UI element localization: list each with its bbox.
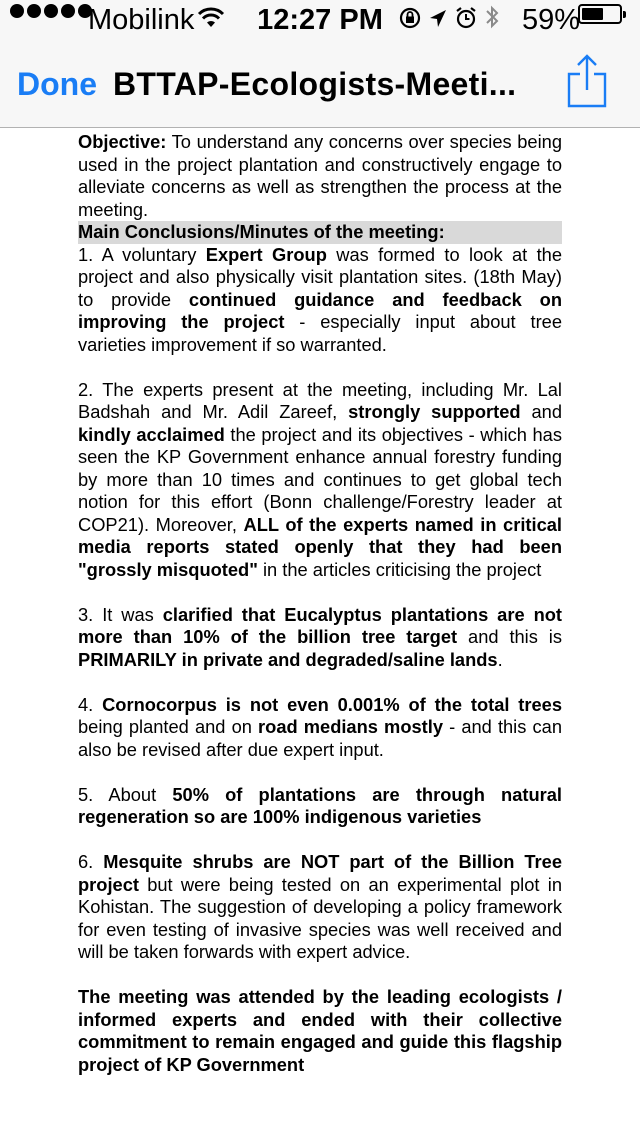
text-run: . <box>497 648 503 670</box>
bold-text-run: Mesquite shrubs are NOT part of the Billion Tree project <box>78 851 562 895</box>
conclusion-2 <box>78 379 562 582</box>
bold-text-run: continued guidance and feedback on improving the project <box>78 288 562 332</box>
conclusion-5 <box>78 784 562 829</box>
conclusion-4 <box>78 694 562 762</box>
text-run: was formed to look at the project and also physically visit plantation sites. (18th May) to provide <box>78 243 563 310</box>
text-run: - and this can also be revised after due expert input. <box>78 716 562 760</box>
text-run: 5. About <box>78 783 173 805</box>
text-run: - especially input about tree varieties improvement if so warranted. <box>78 311 562 355</box>
bold-text-run: PRIMARILY in private and degraded/saline lands <box>78 648 498 670</box>
text-run: 1. A voluntary <box>78 243 206 265</box>
status-icons <box>398 4 500 37</box>
document-title: BTTAP-Ecologists-Meeti... <box>113 66 517 102</box>
bold-text-run: ALL of the experts named in critical media reports stated openly that they had been "grossly misquoted" <box>78 513 562 580</box>
bold-text-run: The meeting was attended by the leading ecologists / informed experts and ended with their collective commitment to remain engaged and guide this flagship project of KP Government <box>78 986 562 1075</box>
bold-text-run: road medians mostly <box>258 716 443 737</box>
conclusion-1 <box>78 244 562 357</box>
text-run: but were being tested on an experimental plot in Kohistan. The suggestion of developing a policy framework for even testing of invasive species was well received and will be taken forwards with expert advice. <box>78 873 562 962</box>
bold-text-run: strongly supported <box>348 401 521 422</box>
text-run: being planted and on <box>78 716 259 737</box>
text-run: 3. It was <box>78 603 163 625</box>
text-run: and this is <box>457 626 563 647</box>
closing-statement <box>78 986 562 1076</box>
objective-paragraph <box>78 131 562 221</box>
status-bar <box>0 0 640 40</box>
carrier-name: Mobilink <box>88 4 195 36</box>
text-run: 2. The experts present at the meeting, including Mr. Lal Badshah and Mr. Adil Zareef, <box>78 378 562 422</box>
location-icon <box>428 5 448 37</box>
conclusion-6 <box>78 851 562 964</box>
objective-label: Objective: <box>78 131 167 152</box>
navigation-bar <box>0 40 640 128</box>
bold-text-run: kindly acclaimed <box>78 423 225 445</box>
bold-text-run: Expert Group <box>205 243 327 265</box>
battery-icon <box>578 4 622 24</box>
text-run: the project and its objectives - which has seen the KP Government enhance annual forestry funding by more than 10 times and continues to get global tech notion for this effort (Bonn challenge/Forestry leader at COP21). Moreover, <box>78 423 562 535</box>
share-icon[interactable] <box>566 52 608 110</box>
battery-level <box>582 8 603 20</box>
done-button[interactable]: Done <box>17 66 97 102</box>
text-run: and <box>520 401 562 422</box>
bold-text-run: 50% of plantations are through natural regeneration so are 100% indigenous varieties <box>78 783 562 827</box>
text-run: in the articles criticising the project <box>257 558 542 580</box>
conclusion-3 <box>78 604 562 672</box>
document-body <box>78 131 562 1076</box>
text-run: 6. <box>78 851 104 872</box>
text-run: 4. <box>78 693 103 715</box>
bluetooth-icon <box>484 4 500 37</box>
clock: 12:27 PM <box>257 4 383 36</box>
rotation-lock-icon <box>398 5 422 37</box>
objective-text: To understand any concerns over species being used in the project plantation and constructively engage to alleviate concerns as well as strengthen the process at the meeting. <box>78 131 562 220</box>
alarm-icon <box>454 5 478 37</box>
battery-percentage: 59% <box>522 4 581 36</box>
bold-text-run: clarified that Eucalyptus plantations are not more than 10% of the billion tree target <box>78 603 562 647</box>
bold-text-run: Cornocorpus is not even 0.001% of the total trees <box>102 693 562 715</box>
section-heading: Main Conclusions/Minutes of the meeting: <box>78 221 562 244</box>
